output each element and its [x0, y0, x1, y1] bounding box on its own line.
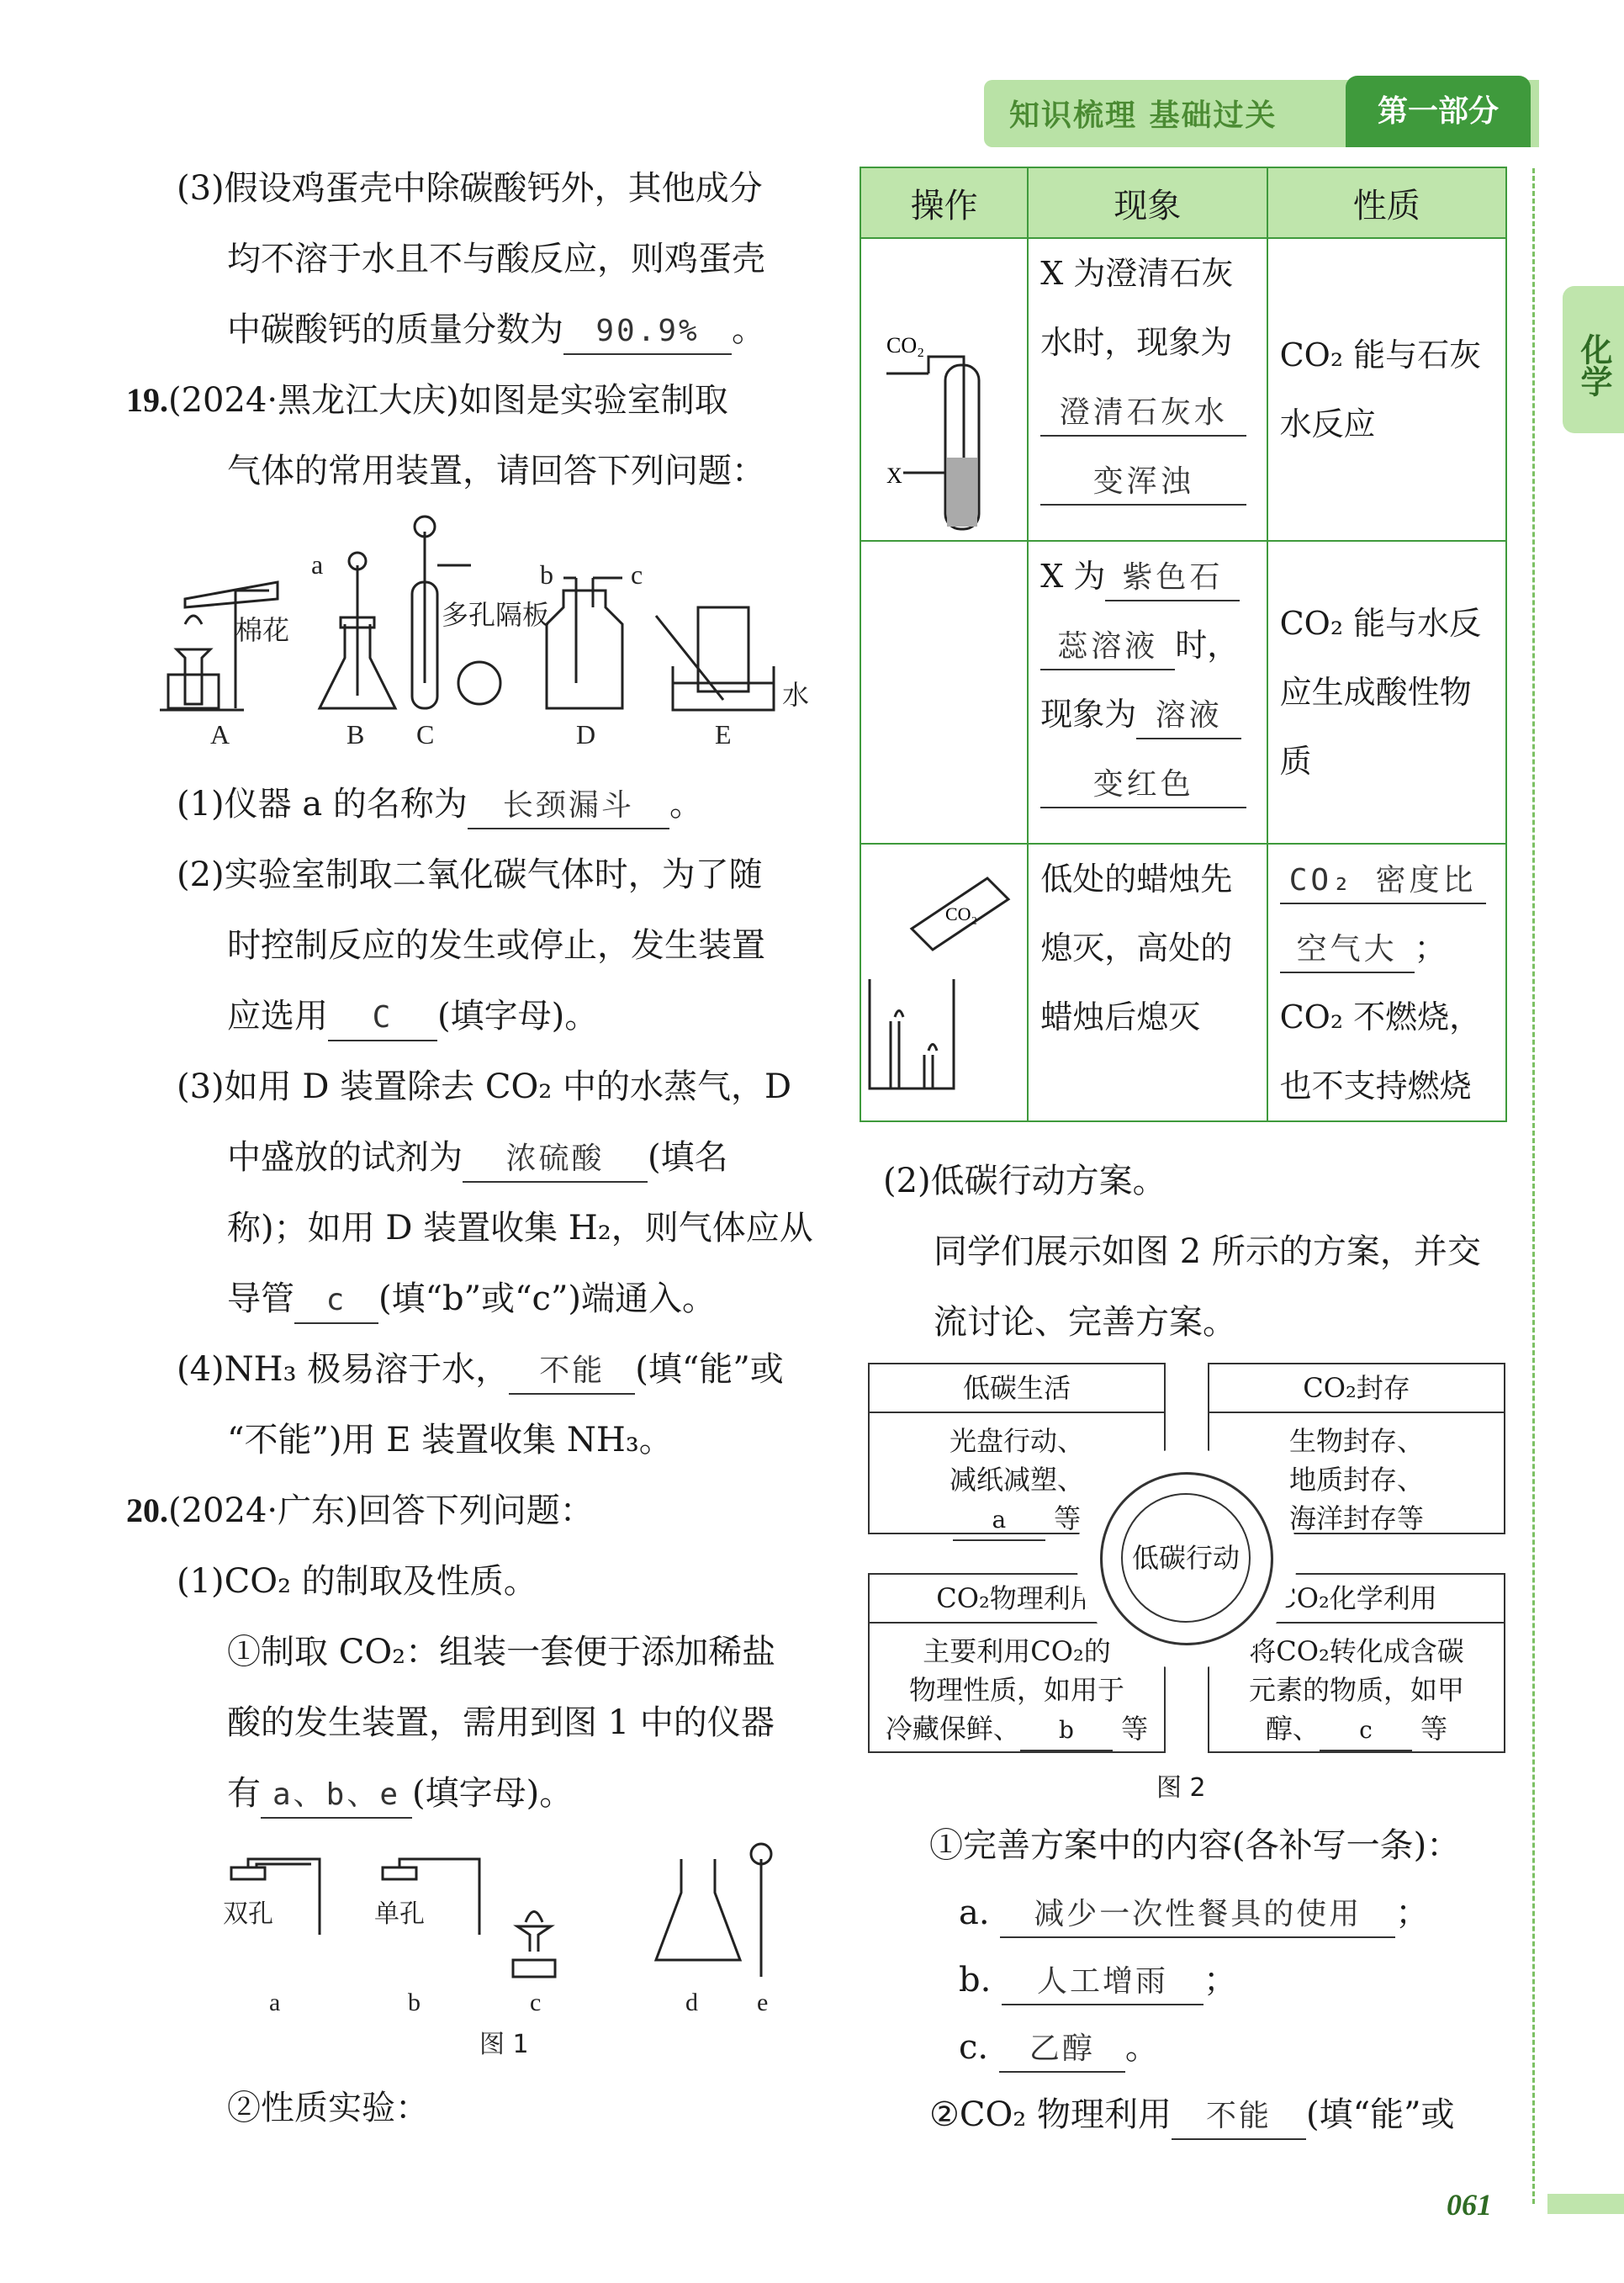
fig1-letter-c: c [530, 1989, 542, 2016]
q19-2-answer: C [328, 996, 437, 1041]
part2-answer-a [959, 1891, 1429, 1938]
row3-property-text: ；CO₂ 不燃烧，也不支持燃烧 [1279, 930, 1482, 1104]
apparatus-b-flask [320, 553, 395, 708]
q18-3-line2: 均不溶于水且不与酸反应，则鸡蛋壳 [227, 240, 765, 278]
q20-1-1-line2: 酸的发生装置，需用到图 1 中的仪器 [227, 1703, 775, 1742]
fig2-bl-line1: 主要利用CO₂的 [923, 1635, 1111, 1667]
row1-property-text: CO₂ 能与石灰水反应 [1279, 336, 1482, 442]
page-number-bar [1547, 2194, 1624, 2214]
q18-3-line1: (3)假设鸡蛋壳中除碳酸钙外，其他成分 [177, 169, 763, 208]
fig1-label-double: 双孔 [223, 1899, 273, 1929]
experiment-table [860, 167, 1507, 1122]
q19-2-suffix: (填字母)。 [437, 997, 599, 1036]
label-a: a [311, 549, 324, 580]
q20-1-1-line3 [227, 1772, 573, 1819]
row3-answer1: CO₂ 密度比 [1280, 859, 1486, 904]
part2-q2-prefix: ②CO₂ 物理利用 [929, 2095, 1172, 2134]
row2-operation-empty [860, 541, 1028, 844]
answer-b-suffix: ； [1203, 1961, 1238, 2000]
row2-answer3: 溶液 [1136, 694, 1241, 739]
row2-answer1: 紫色石 [1105, 556, 1240, 601]
candle-beaker-figure [861, 861, 1013, 1097]
row2-property-text: CO₂ 能与水反应生成酸性物质 [1279, 605, 1482, 780]
header-section-title: 知识梳理 基础过关 [1009, 98, 1278, 133]
fig2-tr-line2: 地质封存、 [1288, 1464, 1424, 1496]
q20-1: (1)CO₂ 的制取及性质。 [177, 1562, 537, 1601]
row1-phenomenon-line2: 水时，现象为 [1040, 324, 1233, 361]
q19-1-suffix: 。 [669, 785, 703, 824]
apparatus-label-d: D [576, 719, 596, 750]
q19-3-prefix: 中盛放的试剂为 [227, 1138, 463, 1177]
fig2-br-suffix: 等 [1420, 1713, 1448, 1745]
q19-2-line3 [227, 994, 598, 1041]
q19-line2: 气体的常用装置，请回答下列问题： [227, 452, 765, 490]
row2-prefix: X 为 [1040, 558, 1106, 595]
q20-line1 [126, 1489, 594, 1533]
fig2-tl-blank: a [953, 1501, 1045, 1541]
table-row [860, 541, 1506, 844]
q20-1-1-line1: ①制取 CO₂：组装一套便于添加稀盐 [227, 1633, 776, 1671]
answer-a-suffix: ； [1395, 1894, 1430, 1932]
answer-a-value: 减少一次性餐具的使用 [1000, 1893, 1395, 1938]
q18-3-line3 [227, 308, 765, 355]
part2-title: (2)低碳行动方案。 [883, 1162, 1166, 1200]
header-part-tab: 第一部分 [1346, 76, 1531, 147]
fig2-caption: 图 2 [1156, 1773, 1206, 1803]
fig2-tr-line3: 海洋封存等 [1288, 1502, 1424, 1534]
test-tube-figure [870, 247, 1013, 533]
table-row [860, 844, 1506, 1121]
part2-line1: 同学们展示如图 2 所示的方案，并交 [934, 1232, 1481, 1271]
apparatus-label-a: A [210, 719, 230, 750]
fig2-bl-line2: 物理性质，如用于 [908, 1674, 1124, 1706]
img-co2-bottle-label: CO₂ [945, 903, 978, 924]
row1-answer2: 变浑浊 [1040, 460, 1246, 506]
row3-operation-image [860, 844, 1028, 1121]
apparatus-label-b: B [346, 719, 365, 750]
q19-3-line3: 称)；如用 D 装置收集 H₂，则气体应从 [227, 1209, 813, 1247]
q20-stem: (2024·广东)回答下列问题： [168, 1491, 594, 1530]
row1-property [1267, 238, 1506, 541]
apparatus-e-trough [656, 607, 774, 710]
row3-phenomenon [1028, 844, 1267, 1121]
q19-apparatus-figure [151, 515, 824, 750]
fig2-br-line1: 将CO₂转化成含碳 [1249, 1635, 1464, 1667]
subject-side-tab [1563, 286, 1624, 433]
row3-phenomenon-text: 低处的蜡烛先熄灭，高处的蜡烛后熄灭 [1040, 861, 1233, 1036]
q19-3-suffix: (填名 [648, 1138, 728, 1177]
q19-4-line2: “不能”)用 E 装置收集 NH₃。 [227, 1421, 673, 1459]
answer-a-label: a. [959, 1894, 990, 1932]
answer-c-label: c. [959, 2028, 989, 2067]
row1-phenomenon-line1: X 为澄清石灰 [1040, 255, 1234, 292]
part2-answer-c [959, 2026, 1159, 2073]
answer-b-value: 人工增雨 [1002, 1960, 1203, 2005]
q19-2-line2: 时控制反应的发生或停止，发生装置 [227, 926, 765, 965]
row2-answer4: 变红色 [1040, 763, 1246, 808]
row3-answer2: 空气大 [1280, 928, 1415, 973]
answer-c-value: 乙醇 [999, 2027, 1125, 2073]
q19-1-answer: 长颈漏斗 [468, 784, 669, 829]
row1-phenomenon [1028, 238, 1267, 541]
col-header-operation: 操作 [860, 167, 1028, 238]
margin-dash-line [1532, 168, 1535, 2204]
apparatus-label-c: C [416, 719, 435, 750]
q19-number: 19. [126, 381, 168, 419]
fig1-letter-b: b [408, 1989, 421, 2016]
subject-label: 化学 [1575, 333, 1612, 397]
q20-1-1-prefix: 有 [227, 1774, 261, 1813]
apparatus-label-e: E [715, 719, 732, 750]
figure-1 [202, 1842, 807, 2061]
q19-4-suffix: (填“能”或 [635, 1350, 784, 1389]
col-header-phenomenon: 现象 [1028, 167, 1267, 238]
fig1-d-flask [656, 1859, 740, 1960]
table-row [860, 238, 1506, 541]
q19-3-prefix2: 导管 [227, 1279, 294, 1318]
answer-b-label: b. [959, 1961, 992, 2000]
q20-1-1-suffix: (填字母)。 [412, 1774, 574, 1813]
q18-3-prefix: 中碳酸钙的质量分数为 [227, 310, 563, 349]
fig2-tl-line1: 光盘行动、 [949, 1425, 1084, 1457]
fig2-br-line2: 元素的物质，如甲 [1248, 1674, 1464, 1706]
q20-1-2: ②性质实验： [227, 2089, 429, 2127]
q19-2-line1: (2)实验室制取二氧化碳气体时，为了随 [177, 855, 763, 894]
fig2-tr-head: CO₂封存 [1209, 1364, 1504, 1413]
part2-q2 [929, 2093, 1455, 2140]
q19-4-line1 [177, 1348, 784, 1395]
fig2-bl-blank: b [1020, 1711, 1113, 1751]
fig2-br-line3-prefix: 醇、 [1265, 1713, 1320, 1745]
liquid-level [947, 458, 977, 527]
q19-1 [177, 782, 703, 829]
fig2-br-head: CO₂化学利用 [1209, 1575, 1504, 1624]
row1-answer1: 澄清石灰水 [1040, 391, 1246, 437]
q19-3-suffix2: (填“b”或“c”)端通入。 [378, 1279, 717, 1318]
fig1-letter-e: e [757, 1989, 769, 2016]
q19-3-answer1: 浓硫酸 [463, 1137, 648, 1183]
fig2-tl-head: 低碳生活 [870, 1364, 1164, 1413]
row1-operation-image [860, 238, 1028, 541]
col-header-property: 性质 [1267, 167, 1506, 238]
fig2-tl-suffix: 等 [1054, 1502, 1082, 1534]
q20-number: 20. [126, 1491, 168, 1529]
row3-property [1267, 844, 1506, 1121]
fig2-bl-suffix: 等 [1121, 1713, 1149, 1745]
q18-3-answer: 90.9% [563, 310, 732, 355]
fig1-label-single: 单孔 [374, 1899, 425, 1929]
q19-3-line2 [227, 1136, 728, 1183]
q19-1-prefix: (1)仪器 a 的名称为 [177, 785, 468, 824]
fig2-tr-line1: 生物封存、 [1288, 1425, 1424, 1457]
fig2-bl-head: CO₂物理利用 [870, 1575, 1164, 1624]
fig1-letter-d: d [685, 1989, 698, 2016]
fig2-tl-line2: 减纸减塑、 [949, 1464, 1084, 1496]
row2-phenomenon [1028, 541, 1267, 844]
apparatus-a-burner [160, 582, 278, 710]
q19-line1 [126, 379, 728, 422]
q19-stem: (2024·黑龙江大庆)如图是实验室制取 [168, 381, 728, 420]
label-cotton: 棉花 [235, 614, 290, 646]
fig1-caption: 图 1 [479, 2030, 529, 2059]
fig2-center: 低碳行动 [1121, 1493, 1251, 1623]
img-x-label: X [886, 463, 902, 488]
q19-3-line4 [227, 1277, 716, 1324]
label-water: 水 [782, 679, 810, 711]
part2-q2-answer: 不能 [1172, 2095, 1306, 2140]
fig1-letter-a: a [269, 1989, 281, 2016]
answer-c-suffix: 。 [1124, 2028, 1159, 2067]
fig1-c-burner [513, 1912, 555, 1978]
q19-3-answer2: c [294, 1279, 378, 1324]
q19-4-prefix: (4)NH₃ 极易溶于水， [177, 1350, 510, 1389]
label-plate: 多孔隔板 [442, 599, 550, 631]
q19-4-answer: 不能 [509, 1349, 635, 1395]
q19-2-prefix: 应选用 [227, 997, 328, 1036]
part2-q1: ①完善方案中的内容(各补写一条)： [929, 1826, 1461, 1865]
fig2-br-blank: c [1320, 1711, 1412, 1751]
part2-q2-suffix: (填“能”或 [1306, 2095, 1455, 2134]
row2-property [1267, 541, 1506, 844]
page-number: 061 [1447, 2188, 1492, 2222]
label-c: c [631, 559, 643, 590]
q18-3-suffix: 。 [732, 310, 765, 349]
fig2-bl-line3-prefix: 冷藏保鲜、 [885, 1713, 1020, 1745]
fig1-e-funnel [751, 1844, 771, 1977]
row2-answer2: 蕊溶液 [1040, 625, 1175, 670]
part2-answer-b [959, 1958, 1237, 2005]
row2-line3-prefix: 现象为 [1040, 696, 1137, 733]
q19-3-line1: (3)如用 D 装置除去 CO₂ 中的水蒸气，D [177, 1067, 792, 1106]
label-b: b [540, 559, 553, 590]
img-co2-label: CO₂ [886, 333, 925, 358]
part2-line2: 流讨论、完善方案。 [934, 1303, 1236, 1342]
row2-line2-suffix: 时， [1175, 627, 1240, 664]
q20-1-1-answer: a、b、e [261, 1773, 412, 1819]
apparatus-d-bottle [547, 578, 622, 708]
